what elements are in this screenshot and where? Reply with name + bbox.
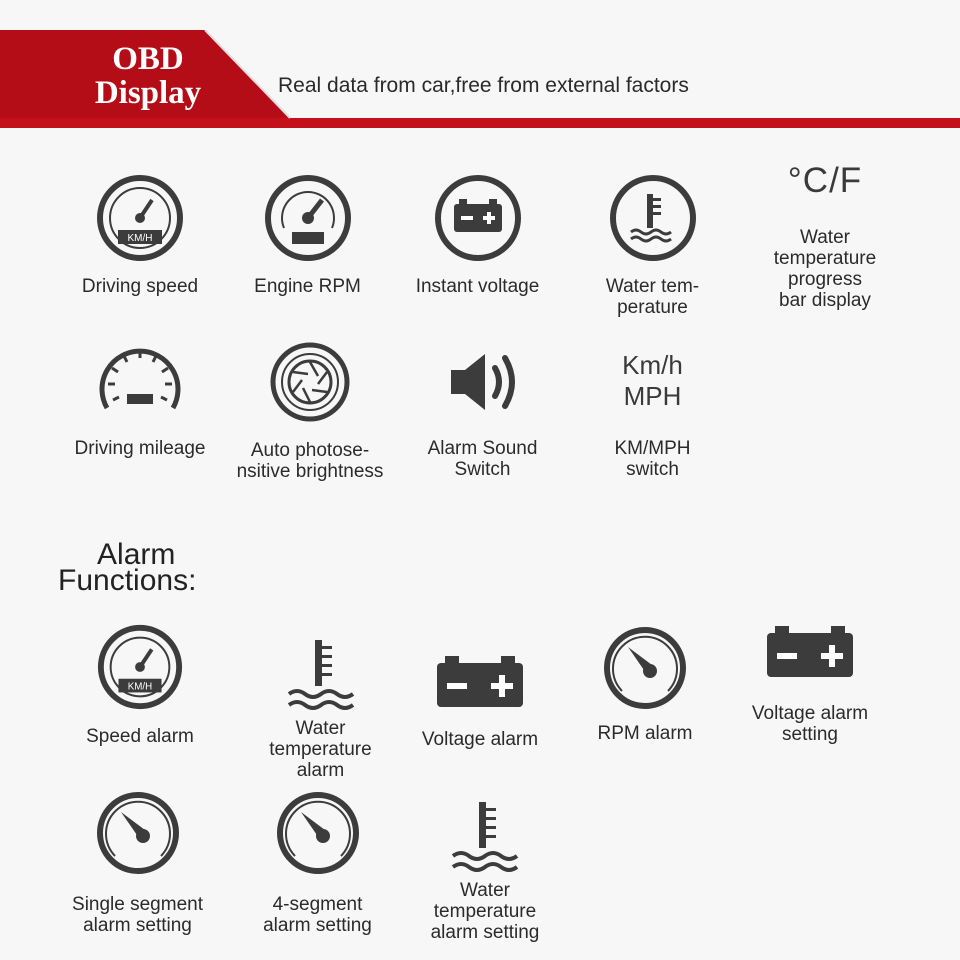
gauge-icon	[602, 625, 688, 711]
alarm-four-segment	[240, 790, 395, 936]
alarm-speed	[60, 622, 220, 747]
unit-text-icon: °C/F	[787, 161, 863, 200]
alarm-water-temp	[248, 638, 393, 781]
feature-km-mph	[575, 350, 730, 480]
feature-label: KM/MPH switch	[614, 438, 691, 480]
feature-alarm-sound	[405, 342, 560, 480]
gauge-icon	[95, 790, 181, 876]
alarm-label: 4-segment alarm setting	[263, 894, 372, 936]
alarm-voltage	[405, 655, 555, 750]
feature-label: Driving mileage	[74, 438, 206, 459]
thermometer-icon	[449, 800, 521, 874]
feature-label: Alarm Sound Switch	[427, 438, 538, 480]
alarm-label: Voltage alarm setting	[751, 703, 869, 745]
alarm-water-temp-setting	[410, 800, 560, 943]
unit-text-icon-mph: MPH	[623, 381, 682, 411]
light-sensor-icon	[268, 340, 352, 424]
header-banner	[0, 0, 960, 130]
alarm-label: Single segment alarm setting	[72, 894, 203, 936]
speaker-icon	[443, 342, 523, 422]
feature-label: Water temperature progress bar display	[773, 227, 877, 311]
speedometer-unit: KM/H	[127, 233, 153, 244]
feature-label: Engine RPM	[254, 276, 361, 297]
banner-title	[58, 42, 238, 110]
speedometer-icon	[95, 622, 185, 712]
odometer-icon	[95, 342, 185, 422]
alarm-functions-heading	[58, 538, 197, 597]
feature-auto-brightness	[225, 340, 395, 482]
battery-icon	[765, 625, 855, 679]
alarm-single-segment	[55, 790, 220, 936]
battery-icon	[435, 655, 525, 709]
alarm-voltage-setting	[740, 625, 880, 745]
feature-label: Instant voltage	[415, 276, 540, 297]
speedometer-unit: KM/H	[127, 681, 153, 693]
alarm-rpm	[570, 625, 720, 744]
feature-engine-rpm	[230, 172, 385, 297]
feature-water-temp-bar	[750, 161, 900, 311]
tagline: Real data from car,free from external factors	[278, 74, 689, 97]
alarm-label: Water temperature alarm setting	[430, 880, 540, 943]
speedometer-icon	[94, 172, 186, 264]
battery-circle-icon	[432, 172, 524, 264]
feature-instant-voltage	[400, 172, 555, 297]
feature-driving-speed	[60, 172, 220, 297]
alarm-label: Speed alarm	[86, 726, 194, 747]
feature-water-temperature	[575, 172, 730, 318]
banner-title-line2: Display	[94, 75, 202, 111]
tachometer-icon	[262, 172, 354, 264]
feature-driving-mileage	[60, 342, 220, 459]
thermometer-icon	[285, 638, 357, 712]
feature-label: Driving speed	[81, 276, 199, 297]
banner-title-line1: OBD	[112, 41, 184, 77]
alarm-heading-line1: Alarm	[97, 538, 176, 571]
feature-label: Auto photose- nsitive brightness	[236, 440, 384, 482]
alarm-label: Water temperature alarm	[269, 718, 372, 781]
feature-label: Water tem- perature	[605, 276, 700, 318]
alarm-label: Voltage alarm	[421, 729, 539, 750]
alarm-label: RPM alarm	[597, 723, 693, 744]
alarm-heading-line2: Functions:	[58, 564, 197, 597]
unit-text-icon-kmh: Km/h	[622, 350, 683, 380]
thermometer-circle-icon	[607, 172, 699, 264]
gauge-icon	[275, 790, 361, 876]
